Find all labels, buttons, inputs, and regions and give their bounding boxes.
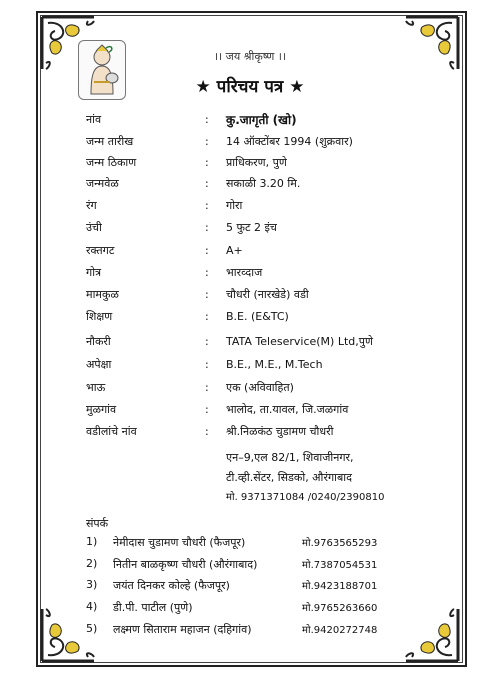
field-label: मामकुळ — [86, 288, 119, 301]
contact-name: लक्ष्मण सिताराम महाजन (दहिगांव) — [113, 623, 252, 636]
field-value: प्राधिकरण, पुणे — [226, 156, 287, 169]
field-value: TATA Teleservice(M) Ltd,पुणे — [226, 335, 373, 348]
field-label: शिक्षण — [86, 310, 113, 323]
field-label: अपेक्षा — [86, 358, 112, 371]
field-value: कु.जागृती (खो) — [226, 113, 297, 127]
contact-number: 4) — [86, 600, 98, 613]
field-label: नांव — [86, 113, 102, 126]
contact-name: जयंत दिनकर कोल्हे (फैजपूर) — [113, 579, 230, 592]
corner-ornament-icon — [38, 605, 98, 665]
field-label: मुळगांव — [86, 403, 117, 416]
field-colon: : — [205, 335, 209, 348]
contact-phone: मो.9423188701 — [302, 581, 378, 592]
field-label: रक्तगट — [86, 244, 115, 257]
field-label: जन्म तारीख — [86, 135, 134, 148]
field-value: B.E., M.E., M.Tech — [226, 358, 323, 371]
field-label: भाऊ — [86, 381, 106, 394]
field-colon: : — [205, 425, 209, 438]
page-title: ★ परिचय पत्र ★ — [195, 77, 305, 97]
field-value: गोरा — [226, 199, 243, 212]
corner-ornament-icon — [402, 13, 462, 73]
field-colon: : — [205, 177, 209, 190]
corner-ornament-icon — [402, 605, 462, 665]
contact-name: नितीन बाळकृष्ण चौधरी (औरंगाबाद) — [113, 558, 258, 571]
field-value: भालोद, ता.यावल, जि.जळगांव — [226, 403, 349, 416]
field-value: B.E. (E&TC) — [226, 310, 289, 323]
contact-number: 1) — [86, 535, 98, 548]
field-colon: : — [205, 358, 209, 371]
field-colon: : — [205, 135, 209, 148]
field-value: 5 फुट 2 इंच — [226, 221, 277, 234]
contact-number: 5) — [86, 622, 98, 635]
contact-number: 2) — [86, 557, 98, 570]
field-colon: : — [205, 288, 209, 301]
field-colon: : — [205, 310, 209, 323]
field-colon: : — [205, 221, 209, 234]
field-colon: : — [205, 113, 209, 126]
field-label: उंची — [86, 221, 102, 234]
father-phone: मो. 9371371084 /0240/2390810 — [226, 492, 385, 503]
field-label: नौकरी — [86, 335, 111, 348]
contact-phone: मो.9420272748 — [302, 625, 378, 636]
contact-name: नेमीदास चुडामण चौधरी (फैजपूर) — [113, 536, 246, 549]
field-value: एक (अविवाहित) — [226, 381, 294, 394]
field-colon: : — [205, 403, 209, 416]
contact-phone: मो.9765263660 — [302, 603, 378, 614]
field-value: सकाळी 3.20 मि. — [226, 177, 301, 190]
contact-phone: मो.9763565293 — [302, 538, 378, 549]
field-colon: : — [205, 156, 209, 169]
field-label: रंग — [86, 199, 97, 212]
field-label: जन्मवेळ — [86, 177, 119, 190]
contact-name: डी.पी. पाटील (पुणे) — [113, 601, 193, 614]
field-label: जन्म ठिकाण — [86, 156, 137, 169]
field-value: A+ — [226, 244, 243, 257]
field-colon: : — [205, 266, 209, 279]
field-value: 14 ऑक्टोंबर 1994 (शुक्रवार) — [226, 135, 353, 148]
contacts-heading: संपर्क — [86, 517, 109, 530]
address-line: एन–9,एल 82/1, शिवाजीनगर, — [226, 451, 354, 464]
field-value: भारव्दाज — [226, 266, 263, 279]
field-value: श्री.निळकंठ चुडामण चौधरी — [226, 425, 334, 438]
field-label: वडीलांचे नांव — [86, 425, 137, 438]
field-label: गोत्र — [86, 266, 102, 279]
contact-number: 3) — [86, 578, 98, 591]
contact-phone: मो.7387054531 — [302, 560, 378, 571]
address-line: टी.व्ही.सेंटर, सिडको, औरंगाबाद — [226, 471, 352, 484]
field-colon: : — [205, 199, 209, 212]
field-colon: : — [205, 244, 209, 257]
field-colon: : — [205, 381, 209, 394]
invocation-text: ।। जय श्रीकृष्ण ।। — [213, 50, 287, 63]
field-value: चौधरी (नारखेडे) वडी — [226, 288, 309, 301]
